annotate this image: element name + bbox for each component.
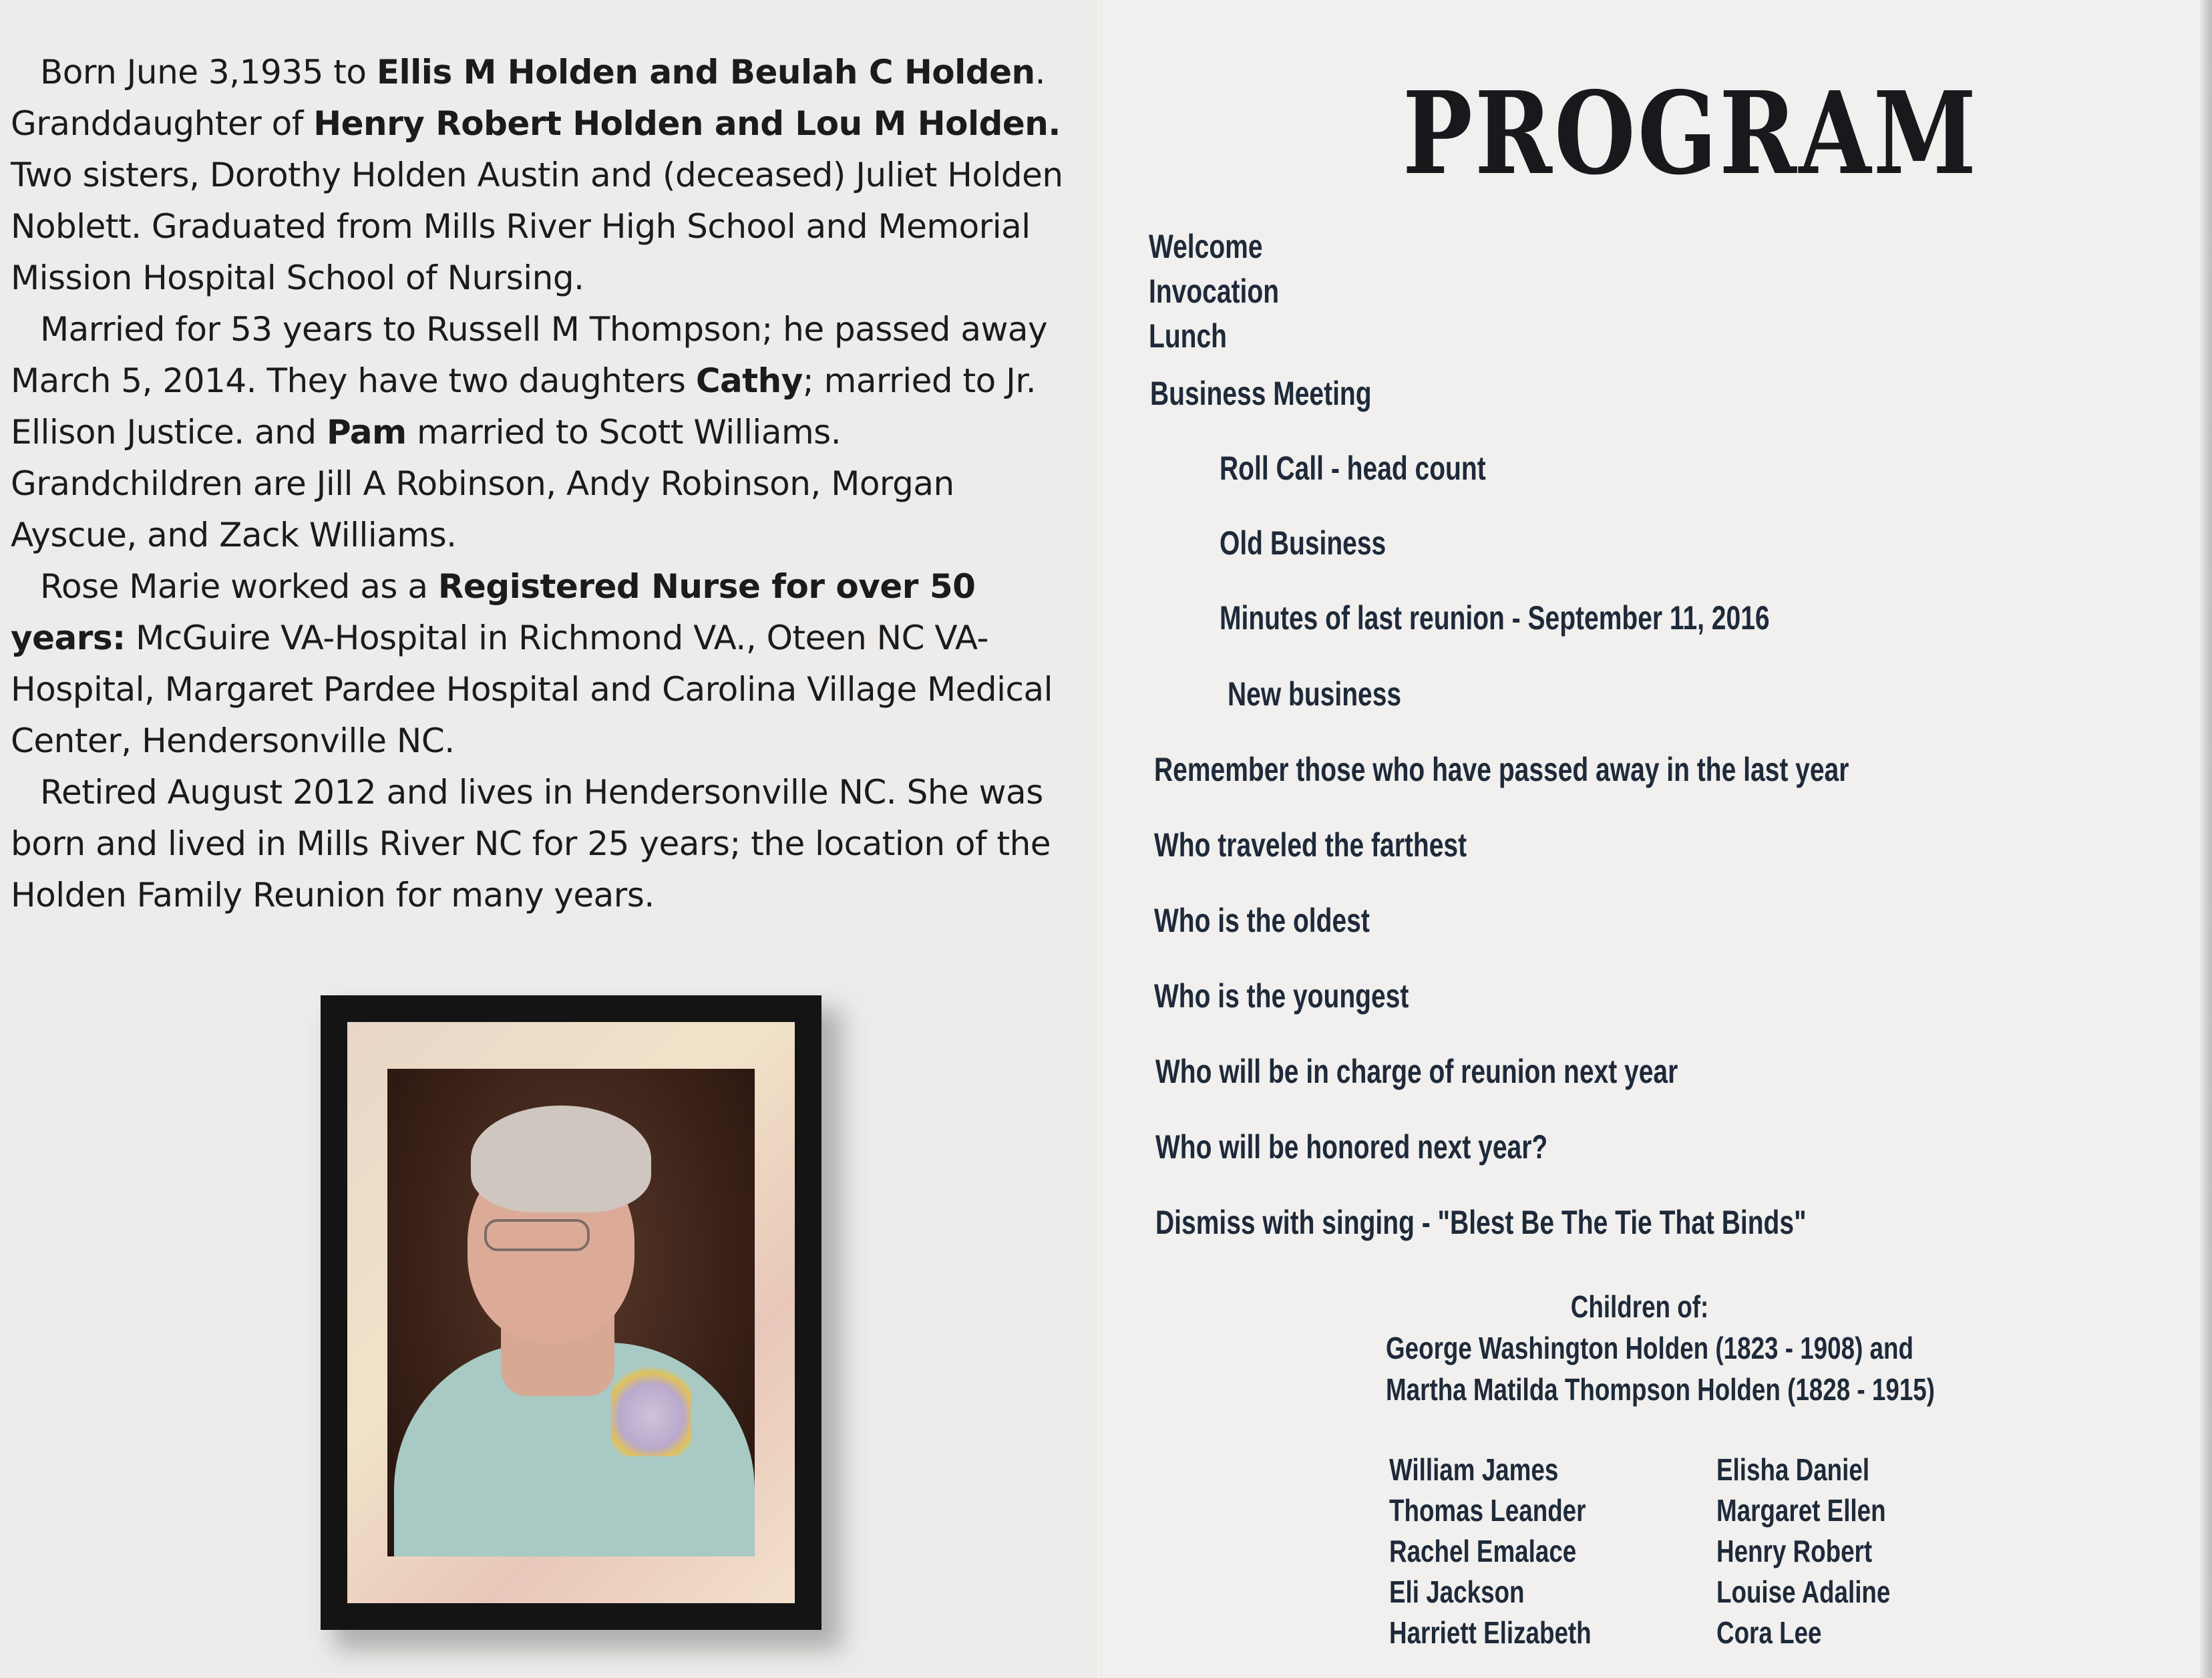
children-list-column-1 <box>1389 1450 1642 1653</box>
photo-glasses <box>484 1219 590 1251</box>
bold-text-run: Henry Robert Holden and Lou M Holden. <box>313 104 1061 143</box>
text-run: . Granddaughter of <box>11 53 1045 143</box>
bold-text-run: Registered Nurse for over 50 years: <box>11 567 976 657</box>
agenda-item-honored: Who will be honored next year? <box>1155 1128 1548 1166</box>
left-panel <box>0 0 1095 1678</box>
child-name: Henry Robert <box>1716 1534 1873 1568</box>
agenda-item-roll-call: Roll Call - head count <box>1220 450 1486 487</box>
text-run: Rose Marie worked as a <box>40 567 438 606</box>
parent-father: George Washington Holden (1823 - 1908) and <box>1386 1331 1913 1365</box>
parent-mother: Martha Matilda Thompson Holden (1828 - 1915) <box>1386 1372 1936 1407</box>
bio-paragraph-1 <box>11 47 1079 304</box>
bold-text-run: Ellis M Holden and Beulah C Holden <box>376 53 1035 92</box>
bold-text-run: Pam <box>326 413 407 452</box>
child-name: Rachel Emalace <box>1389 1534 1577 1568</box>
portrait-photo <box>387 1069 755 1556</box>
child-name: Elisha Daniel <box>1716 1452 1870 1487</box>
text-run: McGuire VA-Hospital in Richmond VA., Oteen NC VA-Hospital, Margaret Pardee Hospital and Carolina Village Medical Center, Hendersonville NC. <box>11 619 1053 760</box>
child-name: William James <box>1389 1452 1559 1487</box>
agenda-item-invocation: Invocation <box>1149 273 1280 310</box>
agenda-item-oldest: Who is the oldest <box>1154 902 1370 939</box>
text-run: ; married to Jr. Ellison Justice. and <box>11 361 1037 452</box>
children-heading: Children of: <box>1570 1289 1709 1324</box>
agenda-item-in-charge: Who will be in charge of reunion next year <box>1155 1053 1678 1090</box>
agenda-item-old-business: Old Business <box>1220 524 1387 562</box>
bio-paragraph-3 <box>11 561 1079 767</box>
bold-text-run: Cathy <box>695 361 803 400</box>
bio-paragraph-2 <box>11 304 1079 561</box>
portrait-photo-frame <box>321 995 821 1630</box>
program-title: PROGRAM <box>1403 67 1979 200</box>
photo-mat <box>347 1022 795 1603</box>
page-fold <box>1095 0 1102 1678</box>
text-run: Two sisters, Dorothy Holden Austin and (deceased) Juliet Holden Noblett. Graduated from Mills River High School and Memorial Mission Hospital School of Nursing. <box>11 156 1063 297</box>
children-heading-block <box>1322 1286 1957 1410</box>
bio-paragraph-4 <box>11 767 1079 921</box>
page-edge <box>2200 0 2212 1678</box>
agenda-item-welcome: Welcome <box>1149 228 1263 265</box>
agenda-item-new-business: New business <box>1228 675 1402 713</box>
text-run: Married for 53 years to Russell M Thompson; he passed away March 5, 2014. They have two daughters <box>11 310 1048 400</box>
text-run: married to Scott Williams. Grandchildren are Jill A Robinson, Andy Robinson, Morgan Ayscue, and Zack Williams. <box>11 413 954 554</box>
agenda-item-lunch: Lunch <box>1149 317 1227 355</box>
agenda-item-youngest: Who is the youngest <box>1154 977 1409 1015</box>
text-run: Born June 3,1935 to <box>40 53 377 92</box>
agenda-item-farthest: Who traveled the farthest <box>1154 826 1467 864</box>
biography-text <box>11 47 1079 921</box>
children-list-column-2 <box>1716 1450 1933 1653</box>
agenda-item-minutes: Minutes of last reunion - September 11, 2016 <box>1220 599 1770 637</box>
child-name: Louise Adaline <box>1716 1574 1891 1609</box>
photo-hair <box>471 1106 651 1212</box>
agenda-item-remember: Remember those who have passed away in the last year <box>1154 751 1849 788</box>
child-name: Thomas Leander <box>1389 1493 1586 1528</box>
photo-corsage <box>611 1356 691 1456</box>
agenda-item-business-meeting: Business Meeting <box>1150 375 1372 412</box>
child-name: Margaret Ellen <box>1716 1493 1886 1528</box>
child-name: Eli Jackson <box>1389 1574 1525 1609</box>
child-name: Cora Lee <box>1716 1615 1822 1650</box>
agenda-item-dismiss: Dismiss with singing - "Blest Be The Tie That Binds" <box>1155 1204 1807 1241</box>
child-name: Harriett Elizabeth <box>1389 1615 1592 1650</box>
text-run: Retired August 2012 and lives in Hendersonville NC. She was born and lived in Mills River NC for 25 years; the location of the Holden Family Reunion for many years. <box>11 773 1051 914</box>
